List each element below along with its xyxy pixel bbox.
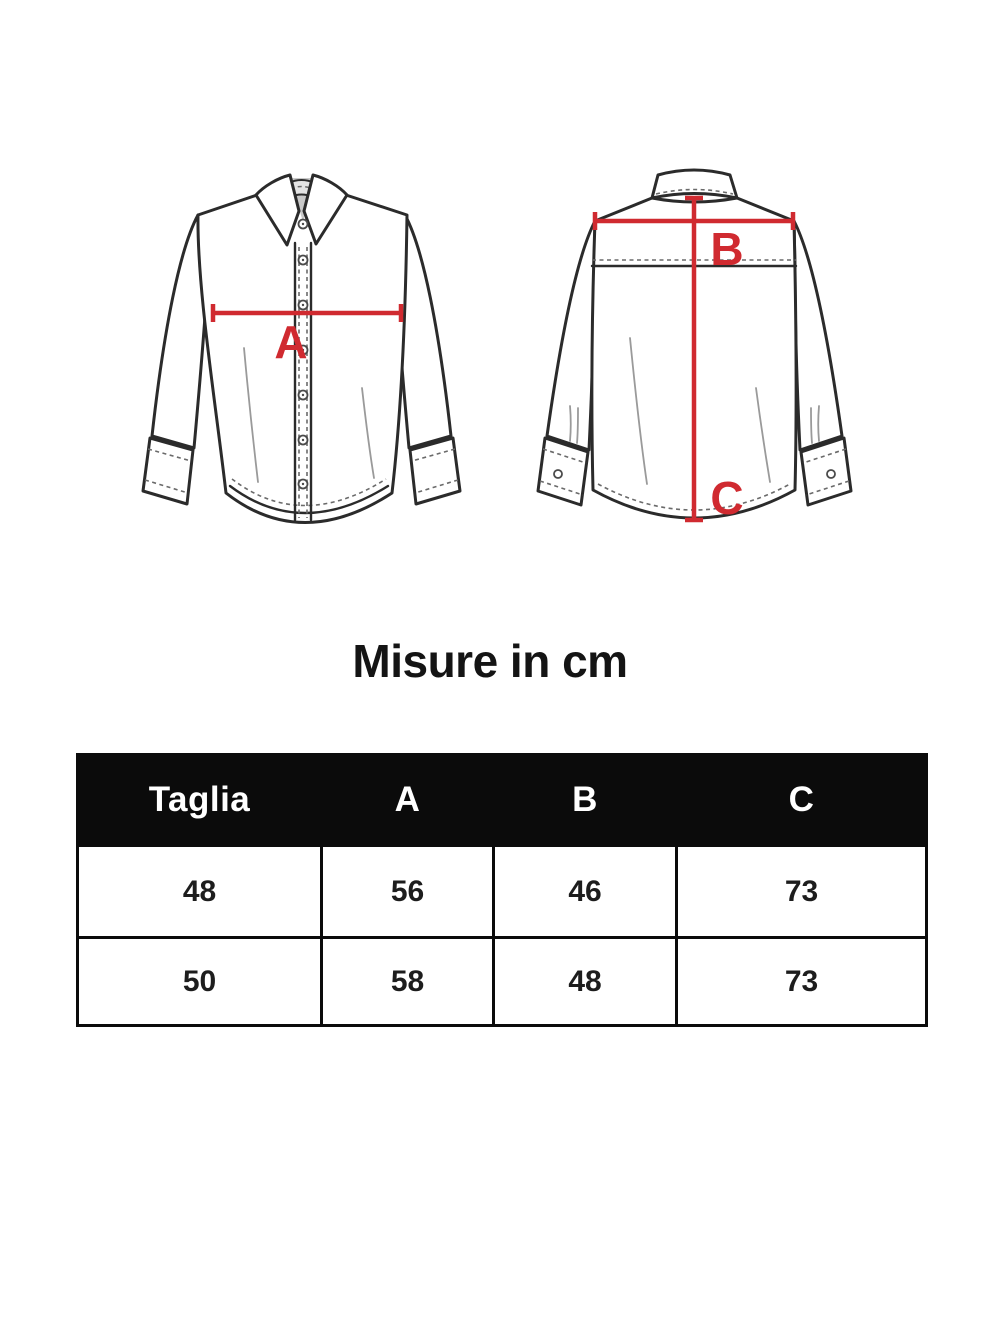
measurement-label-b: B [710,223,744,275]
cell-b: 48 [494,938,677,1026]
header-a: A [322,755,494,846]
page-title: Misure in cm [352,635,628,687]
header-taglia: Taglia [78,755,322,846]
measurement-label-a: A [274,316,308,368]
back-right-cuff-button [827,470,835,478]
cell-a: 56 [322,846,494,938]
size-table-header-row [78,755,927,846]
front-right-cuff [410,438,460,504]
cell-c: 73 [677,938,927,1026]
front-left-cuff [143,438,193,504]
shirt-front-diagram [140,148,500,548]
back-collar [652,170,737,198]
table-row [78,938,927,1026]
back-left-cuff-button [554,470,562,478]
cell-a: 58 [322,938,494,1026]
cell-size: 50 [78,938,322,1026]
header-b: B [494,755,677,846]
measurement-label-c: C [710,472,744,524]
header-c: C [677,755,927,846]
size-table [76,753,928,1027]
cell-size: 48 [78,846,322,938]
shirt-back-diagram [528,148,872,548]
table-row [78,846,927,938]
back-right-cuff [801,438,851,505]
cell-b: 46 [494,846,677,938]
cell-c: 73 [677,846,927,938]
back-left-cuff [538,438,588,505]
